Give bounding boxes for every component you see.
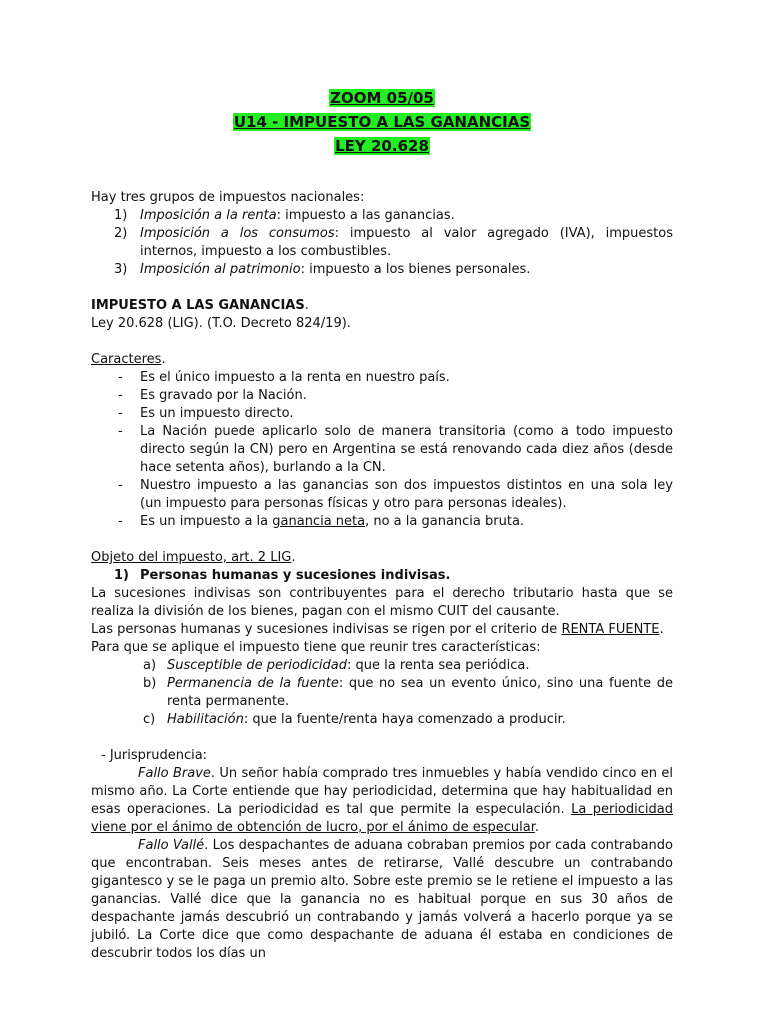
group-term: Imposición a los consumos xyxy=(140,226,335,241)
list-dash: - xyxy=(118,388,123,403)
caracteristica-term: Susceptible de periodicidad xyxy=(167,658,348,673)
caracteres-title: Caracteres xyxy=(91,352,162,367)
list-item xyxy=(91,657,673,675)
fallo-brave-after: . xyxy=(534,820,539,835)
list-item xyxy=(91,261,673,279)
tax-groups-list xyxy=(91,207,673,279)
list-number: 3) xyxy=(114,262,128,277)
fallo-valle-paragraph xyxy=(91,837,673,963)
list-item xyxy=(91,423,673,477)
list-item xyxy=(91,513,673,531)
list-number: 1) xyxy=(114,568,129,583)
section-title: IMPUESTO A LAS GANANCIAS xyxy=(91,298,305,313)
ley-line: Ley 20.628 (LIG). (T.O. Decreto 824/19). xyxy=(91,316,351,331)
list-item xyxy=(91,675,673,711)
list-letter: b) xyxy=(143,676,157,691)
fallo-brave-paragraph xyxy=(91,765,673,837)
caracteristica-text: : que no sea un evento único, sino una fuente de renta permanente. xyxy=(167,676,674,709)
caracteres-heading xyxy=(91,351,673,369)
group-text: : impuesto a las ganancias. xyxy=(276,208,455,223)
group-term: Imposición a la renta xyxy=(140,208,277,223)
section-title-suffix: . xyxy=(304,298,309,313)
caracter-text: Es un impuesto a la xyxy=(140,514,273,529)
list-dash: - xyxy=(118,424,123,439)
caracteristicas-list xyxy=(91,657,673,729)
fallo-valle-text: . Los despachantes de aduana cobraban premios por cada contrabando que encontraban. Seis meses antes de retirarse, Vallé descubre un contrabando gigantesco y se le paga un premio alto. Sobre este premio se le retiene el impuesto a las ganancias. Vallé dice que la ganancia no es habitual porque en sus 30 años de despachante jamás descubrió un contrabando y jamás volverá a hacerlo porque ya se jubiló. La Corte dice que como despachante de aduana él estaba en condiciones de descubrir todos los días un xyxy=(91,838,673,961)
list-dash: - xyxy=(118,478,123,493)
caracter-text: Es un impuesto directo. xyxy=(140,406,294,421)
title-ley: LEY 20.628 xyxy=(335,137,429,155)
list-number: 1) xyxy=(114,208,128,223)
title-unit: U14 - IMPUESTO A LAS GANANCIAS xyxy=(233,113,531,131)
list-number: 2) xyxy=(114,226,128,241)
document-content xyxy=(91,87,673,963)
caracter-text-after: , no a la ganancia bruta. xyxy=(365,514,525,529)
caracter-text: Nuestro impuesto a las ganancias son dos impuestos distintos en una sola ley (un impuesto para personas físicas y otro para personas ideales). xyxy=(140,478,673,511)
fallo-valle-name: Fallo Vallé xyxy=(138,838,205,853)
list-letter: a) xyxy=(143,658,157,673)
list-letter: c) xyxy=(143,712,156,727)
document-titles xyxy=(91,87,673,159)
caracter-text: La Nación puede aplicarlo solo de manera transitoria (como a todo impuesto directo según la CN) pero en Argentina se está renovando cada diez años (desde hace setenta años), burlando a la CN. xyxy=(140,424,673,475)
caracteristica-text: : que la fuente/renta haya comenzado a producir. xyxy=(243,712,566,727)
list-dash: - xyxy=(118,514,123,529)
list-dash: - xyxy=(118,370,123,385)
objeto-item-text: Personas humanas y sucesiones indivisas. xyxy=(140,568,451,583)
caracteres-list xyxy=(91,369,673,531)
caracter-text: Es gravado por la Nación. xyxy=(140,388,307,403)
list-item xyxy=(91,369,673,387)
group-term: Imposición al patrimonio xyxy=(140,262,301,277)
jurisprudencia-label: - Jurisprudencia: xyxy=(101,748,208,763)
list-item xyxy=(91,711,673,729)
fallo-brave-name: Fallo Brave xyxy=(138,766,211,781)
caracteres-suffix: . xyxy=(161,352,166,367)
criterio-underlined: RENTA FUENTE xyxy=(561,622,660,637)
list-item xyxy=(91,225,673,261)
list-dash: - xyxy=(118,406,123,421)
para-criterio xyxy=(91,621,673,639)
objeto-suffix: . xyxy=(291,550,296,565)
caracter-text: Es el único impuesto a la renta en nuestro país. xyxy=(140,370,450,385)
fallo-brave-text: . Un señor había comprado tres inmuebles y había vendido cinco en el mismo año. La Corte entiende que hay periodicidad, determina que hay habitualidad en esas operaciones. La periodicidad es tal que permite la especulación. xyxy=(91,766,673,817)
list-item xyxy=(91,405,673,423)
list-item xyxy=(91,477,673,513)
criterio-after: . xyxy=(659,622,664,637)
caracteristica-term: Permanencia de la fuente xyxy=(167,676,339,691)
list-item xyxy=(91,567,673,585)
objeto-heading xyxy=(91,549,673,567)
objeto-list xyxy=(91,567,673,585)
caracter-underlined: ganancia neta xyxy=(272,514,366,529)
caracteristica-term: Habilitación xyxy=(167,712,244,727)
title-zoom: ZOOM 05/05 xyxy=(330,89,434,107)
para-sucesiones: La sucesiones indivisas son contribuyentes para el derecho tributario hasta que se realiza la división de los bienes, pagan con el mismo CUIT del causante. xyxy=(91,586,673,619)
intro-text: Hay tres grupos de impuestos nacionales: xyxy=(91,190,365,205)
fallo-brave-underlined: La periodicidad viene por el ánimo de obtención de lucro, por el ánimo de especular xyxy=(91,802,673,835)
group-text: : impuesto al valor agregado (IVA), impuestos internos, impuesto a los combustibles. xyxy=(140,226,673,259)
group-text: : impuesto a los bienes personales. xyxy=(300,262,531,277)
section-heading xyxy=(91,297,673,315)
para-caracteristicas: Para que se aplique el impuesto tiene que reunir tres características: xyxy=(91,640,541,655)
list-item xyxy=(91,207,673,225)
caracteristica-text: : que la renta sea periódica. xyxy=(347,658,530,673)
list-item xyxy=(91,387,673,405)
criterio-text: Las personas humanas y sucesiones indivisas se rigen por el criterio de xyxy=(91,622,562,637)
objeto-title: Objeto del impuesto, art. 2 LIG xyxy=(91,550,292,565)
